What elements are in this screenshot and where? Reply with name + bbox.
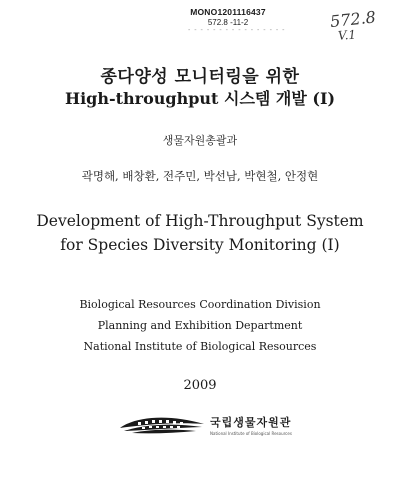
logo-name-english: National Institute of Biological Resources bbox=[210, 431, 292, 436]
logo-name-korean: 국립생물자원관 bbox=[210, 416, 292, 429]
korean-title-line-2: High-throughput 시스템 개발 (I) bbox=[64, 89, 336, 108]
korean-authors: 곽명해, 배창환, 전주민, 박선남, 박현철, 안정현 bbox=[81, 169, 319, 183]
institute-emblem-icon bbox=[118, 414, 206, 438]
korean-department: 생물자원총괄과 bbox=[162, 134, 238, 147]
library-faint-line: - - - - - - - - - - - - - - - - bbox=[188, 26, 286, 34]
korean-title-line-1: 종다양성 모니터링을 위한 bbox=[100, 67, 300, 87]
handwritten-line-1: 572.8 bbox=[329, 7, 377, 32]
handwritten-line-2: V.1 bbox=[337, 27, 357, 43]
english-department: Planning and Exhibition Department bbox=[97, 319, 303, 332]
english-institute: National Institute of Biological Resources bbox=[83, 340, 317, 353]
logo-text bbox=[210, 414, 292, 436]
library-code: MONO1201116437 bbox=[190, 7, 266, 17]
english-title-line-1: Development of High-Throughput System bbox=[36, 212, 364, 230]
english-division: Biological Resources Coordination Division bbox=[79, 298, 321, 311]
institute-logo bbox=[118, 412, 318, 440]
library-call-number: 572.8 -11-2 bbox=[207, 17, 249, 27]
handwritten-note bbox=[329, 7, 390, 43]
publication-year: 2009 bbox=[183, 378, 217, 393]
library-label bbox=[188, 7, 286, 35]
english-title-line-2: for Species Diversity Monitoring (I) bbox=[60, 236, 340, 254]
english-department-block bbox=[0, 294, 400, 357]
